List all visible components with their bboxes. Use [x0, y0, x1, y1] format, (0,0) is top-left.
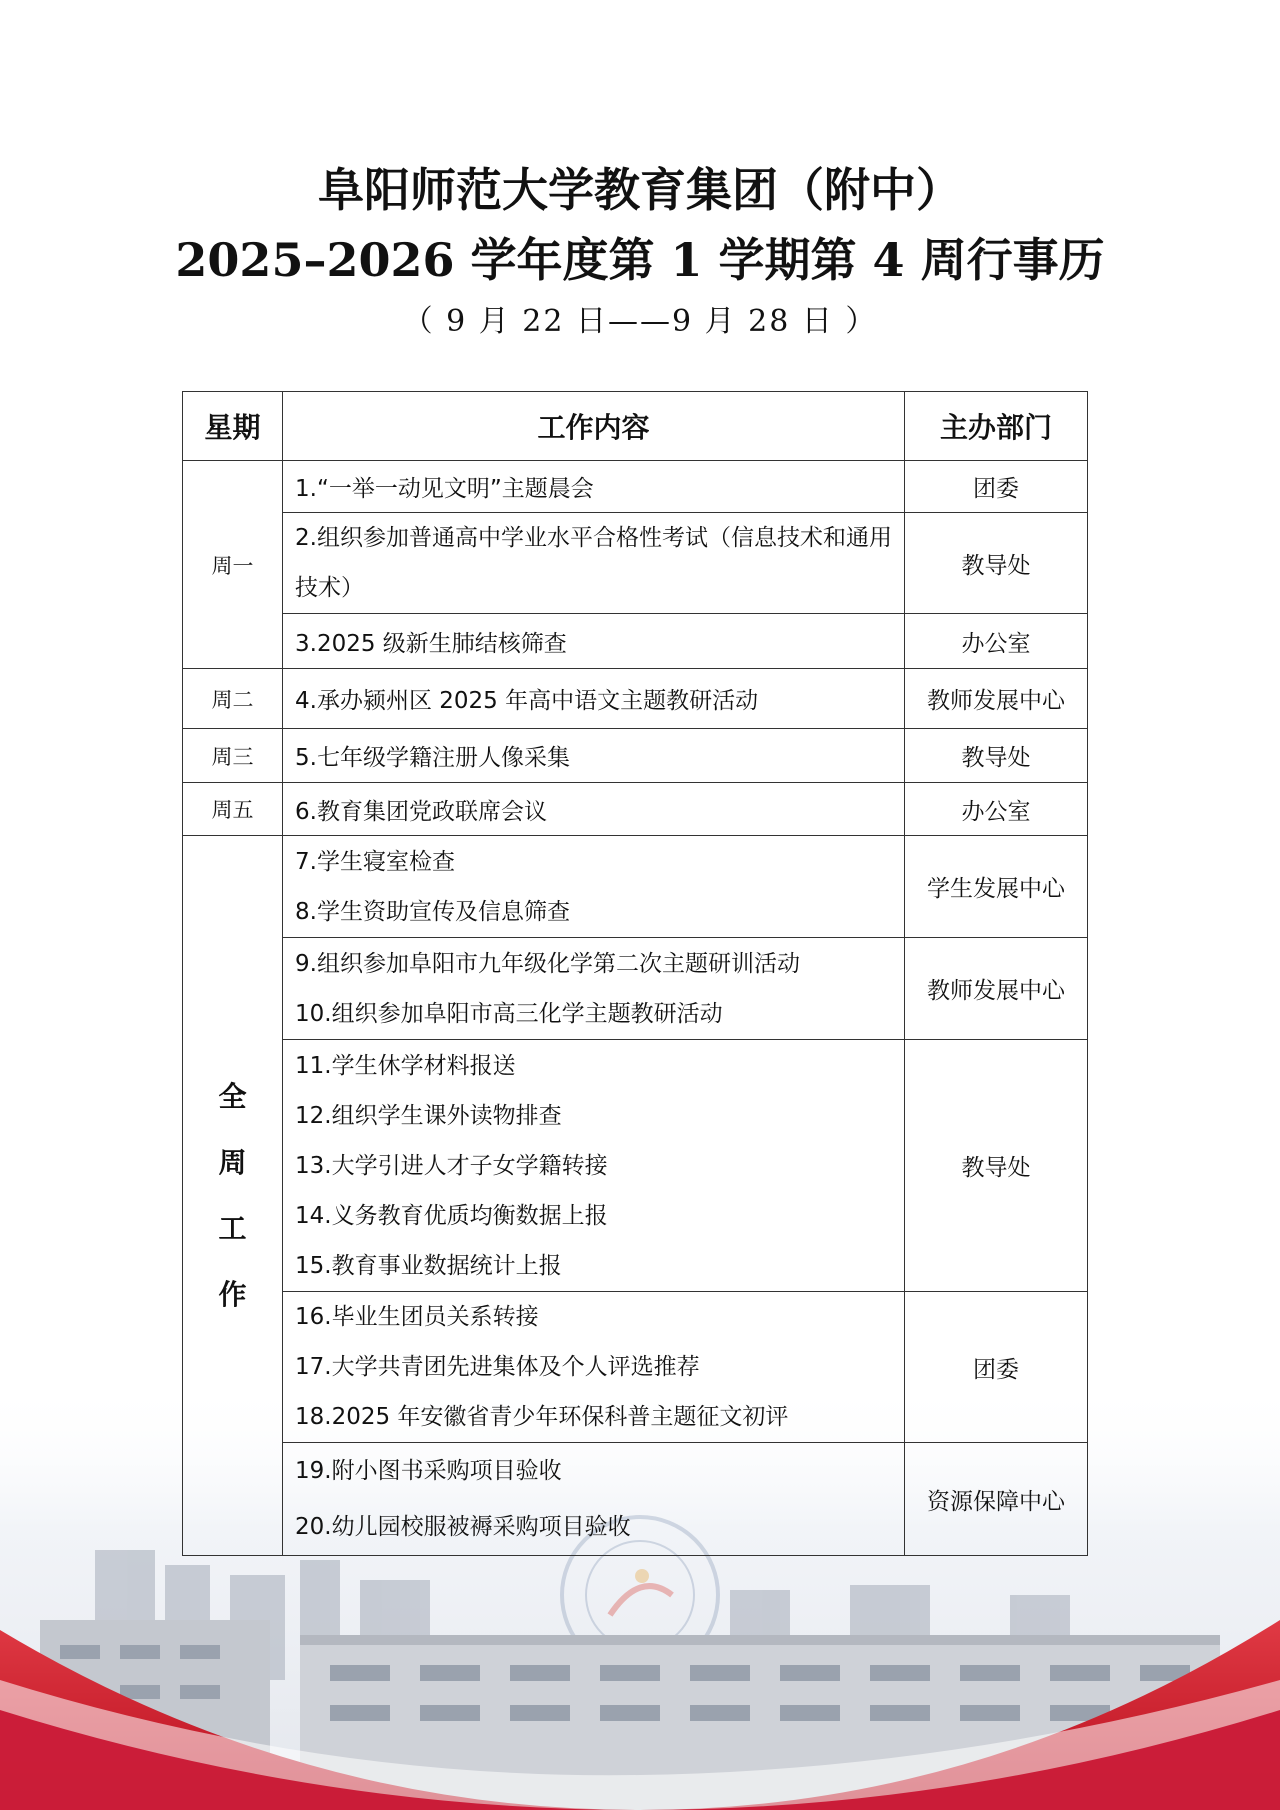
dept-cell: 办公室 [905, 614, 1088, 669]
task-item [283, 1443, 905, 1556]
task-item [283, 783, 905, 836]
table-row [183, 669, 1088, 729]
task-text: 11.学生休学材料报送 [295, 1052, 516, 1079]
dept-cell: 教导处 [905, 513, 1088, 614]
table-row [183, 461, 1088, 513]
task-text: 20.幼儿园校服被褥采购项目验收 [295, 1514, 631, 1540]
table-row [183, 1443, 1088, 1556]
title-calendar: 2025–2026 学年度第 1 学期第 4 周行事历 [175, 233, 1105, 287]
task-text: 17.大学共青团先进集体及个人评选推荐 [295, 1354, 700, 1380]
dept-cell: 教师发展中心 [905, 669, 1088, 729]
task-item [283, 1292, 905, 1443]
table-row [183, 729, 1088, 783]
task-item [283, 513, 905, 614]
week-char: 工 [218, 1211, 247, 1245]
header-day: 星期 [183, 392, 283, 461]
week-char: 作 [218, 1277, 247, 1311]
date-range: （ 9 月 22 日——9 月 28 日 ） [402, 304, 878, 339]
table-row [183, 783, 1088, 836]
task-text: 2.组织参加普通高中学业水平合格性考试（信息技术和通用技术） [295, 525, 892, 601]
task-text: 12.组织学生课外读物排查 [295, 1102, 562, 1129]
task-text: 18.2025 年安徽省青少年环保科普主题征文初评 [295, 1404, 789, 1430]
header-dept: 主办部门 [905, 392, 1088, 461]
task-item [283, 729, 905, 783]
task-text: 15.教育事业数据统计上报 [295, 1252, 562, 1279]
dept-cell: 资源保障中心 [905, 1443, 1088, 1556]
task-text: 8.学生资助宣传及信息筛查 [295, 898, 570, 925]
task-text: 6.教育集团党政联席会议 [295, 798, 547, 825]
day-whole-week [183, 836, 283, 1556]
table-row [183, 836, 1088, 938]
task-item [283, 461, 905, 513]
dept-cell: 团委 [905, 1292, 1088, 1443]
task-text: 16.毕业生团员关系转接 [295, 1304, 539, 1330]
task-text: 19.附小图书采购项目验收 [295, 1458, 562, 1484]
task-text: 9.组织参加阜阳市九年级化学第二次主题研训活动 [295, 950, 800, 977]
day-monday: 周一 [183, 461, 283, 669]
task-text: 14.义务教育优质均衡数据上报 [295, 1202, 608, 1229]
dept-cell: 教师发展中心 [905, 938, 1088, 1040]
week-char: 周 [218, 1145, 247, 1179]
dept-cell: 教导处 [905, 729, 1088, 783]
weekly-calendar-table [182, 391, 1088, 1556]
dept-cell: 团委 [905, 461, 1088, 513]
dept-cell: 办公室 [905, 783, 1088, 836]
dept-cell: 教导处 [905, 1040, 1088, 1292]
title-school: 阜阳师范大学教育集团（附中） [318, 163, 962, 217]
table-header-row [183, 392, 1088, 461]
task-text: 13.大学引进人才子女学籍转接 [295, 1152, 608, 1179]
task-item [283, 836, 905, 938]
week-char: 全 [218, 1079, 247, 1113]
task-text: 1.“一举一动见文明”主题晨会 [295, 476, 594, 502]
task-item [283, 1040, 905, 1292]
table-row [183, 938, 1088, 1040]
task-item [283, 614, 905, 669]
dept-cell: 学生发展中心 [905, 836, 1088, 938]
table-row [183, 1292, 1088, 1443]
task-text: 5.七年级学籍注册人像采集 [295, 745, 570, 771]
task-text: 4.承办颍州区 2025 年高中语文主题教研活动 [295, 688, 759, 714]
task-item [283, 669, 905, 729]
day-wednesday: 周三 [183, 729, 283, 783]
day-tuesday: 周二 [183, 669, 283, 729]
task-text: 10.组织参加阜阳市高三化学主题教研活动 [295, 1000, 723, 1027]
table-row [183, 1040, 1088, 1292]
task-text: 7.学生寝室检查 [295, 848, 455, 875]
task-item [283, 938, 905, 1040]
header-content: 工作内容 [283, 392, 905, 461]
table-row [183, 614, 1088, 669]
table-row [183, 513, 1088, 614]
day-friday: 周五 [183, 783, 283, 836]
task-text: 3.2025 级新生肺结核筛查 [295, 630, 567, 657]
